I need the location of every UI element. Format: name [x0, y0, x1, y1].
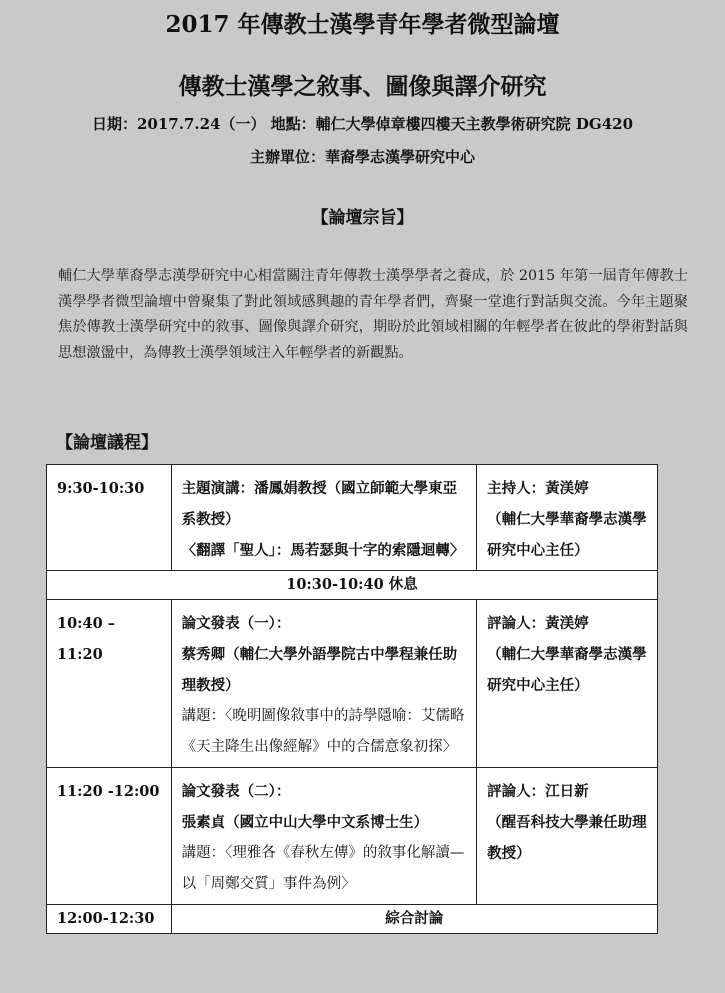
session-host	[477, 465, 658, 571]
paper-label: 論文發表（二）：	[181, 783, 291, 800]
break-cell: 10:30-10:40 休息	[47, 571, 658, 600]
agenda-table	[46, 464, 658, 934]
session-content	[171, 768, 477, 905]
table-row	[47, 465, 658, 571]
session-time: 10:40 – 11:20	[47, 600, 172, 768]
main-title: 2017 年傳教士漢學青年學者微型論壇	[165, 11, 560, 38]
discussant-affiliation: （醒吾科技大學兼任助理教授）	[487, 814, 647, 862]
session-time: 9:30-10:30	[47, 465, 172, 571]
presenter: 蔡秀卿（輔仁大學外語學院古中學程兼任助理教授）	[181, 646, 458, 694]
session-content	[171, 465, 477, 571]
session-time: 12:00-12:30	[47, 905, 172, 934]
session-content	[171, 600, 477, 768]
session-discussant	[477, 600, 658, 768]
host-affiliation: （輔仁大學華裔學志漢學研究中心主任）	[487, 511, 647, 559]
table-row	[47, 905, 658, 934]
discussant-name: 評論人：黃渼婷	[487, 615, 589, 632]
organizer-line: 主辦單位：華裔學志漢學研究中心	[249, 148, 475, 166]
sub-title: 傳教士漢學之敘事、圖像與譯介研究	[178, 73, 547, 100]
paper-label: 論文發表（一）：	[181, 615, 291, 632]
purpose-body: 輔仁大學華裔學志漢學研究中心相當關注青年傳教士漢學學者之養成，於 2015 年第一屆青年傳教士漢學學者微型論壇中曾聚集了對此領域感興趣的青年學者們，齊聚一堂進行對話與交流。今年主題聚焦於傳教士漢學研究中的敘事、圖像與譯介研究，期盼於此領域相關的年輕學者在彼此的學術對話與思想激盪中，為傳教士漢學領域注入年輕學者的新觀點。	[58, 268, 688, 361]
presenter: 張素貞（國立中山大學中文系博士生）	[181, 814, 429, 831]
paper-topic: 講題：〈晚明圖像敘事中的詩學隱喻：艾儒略《天主降生出像經解》中的合儒意象初探〉	[181, 708, 465, 755]
keynote-speaker: 主題演講：潘鳳娟教授（國立師範大學東亞系教授）	[181, 480, 458, 528]
table-row	[47, 768, 658, 905]
host-name: 主持人：黃渼婷	[487, 480, 589, 497]
keynote-topic: 〈翻譯「聖人」：馬若瑟與十字的索隱迴轉〉	[181, 542, 465, 559]
discussant-name: 評論人：江日新	[487, 783, 589, 800]
table-row	[47, 600, 658, 768]
agenda-heading: 【論壇議程】	[56, 433, 158, 453]
paper-topic: 講題：〈理雅各《春秋左傳》的敘事化解讀—以「周鄭交質」事件為例〉	[181, 845, 465, 892]
session-time: 11:20 -12:00	[47, 768, 172, 905]
date-location-line: 日期：2017.7.24（一） 地點：輔仁大學倬章樓四樓天主教學術研究院 DG420	[91, 115, 634, 133]
table-row	[47, 571, 658, 600]
discussant-affiliation: （輔仁大學華裔學志漢學研究中心主任）	[487, 646, 647, 694]
purpose-heading: 【論壇宗旨】	[311, 208, 414, 228]
summary-cell: 綜合討論	[171, 905, 657, 934]
session-discussant	[477, 768, 658, 905]
